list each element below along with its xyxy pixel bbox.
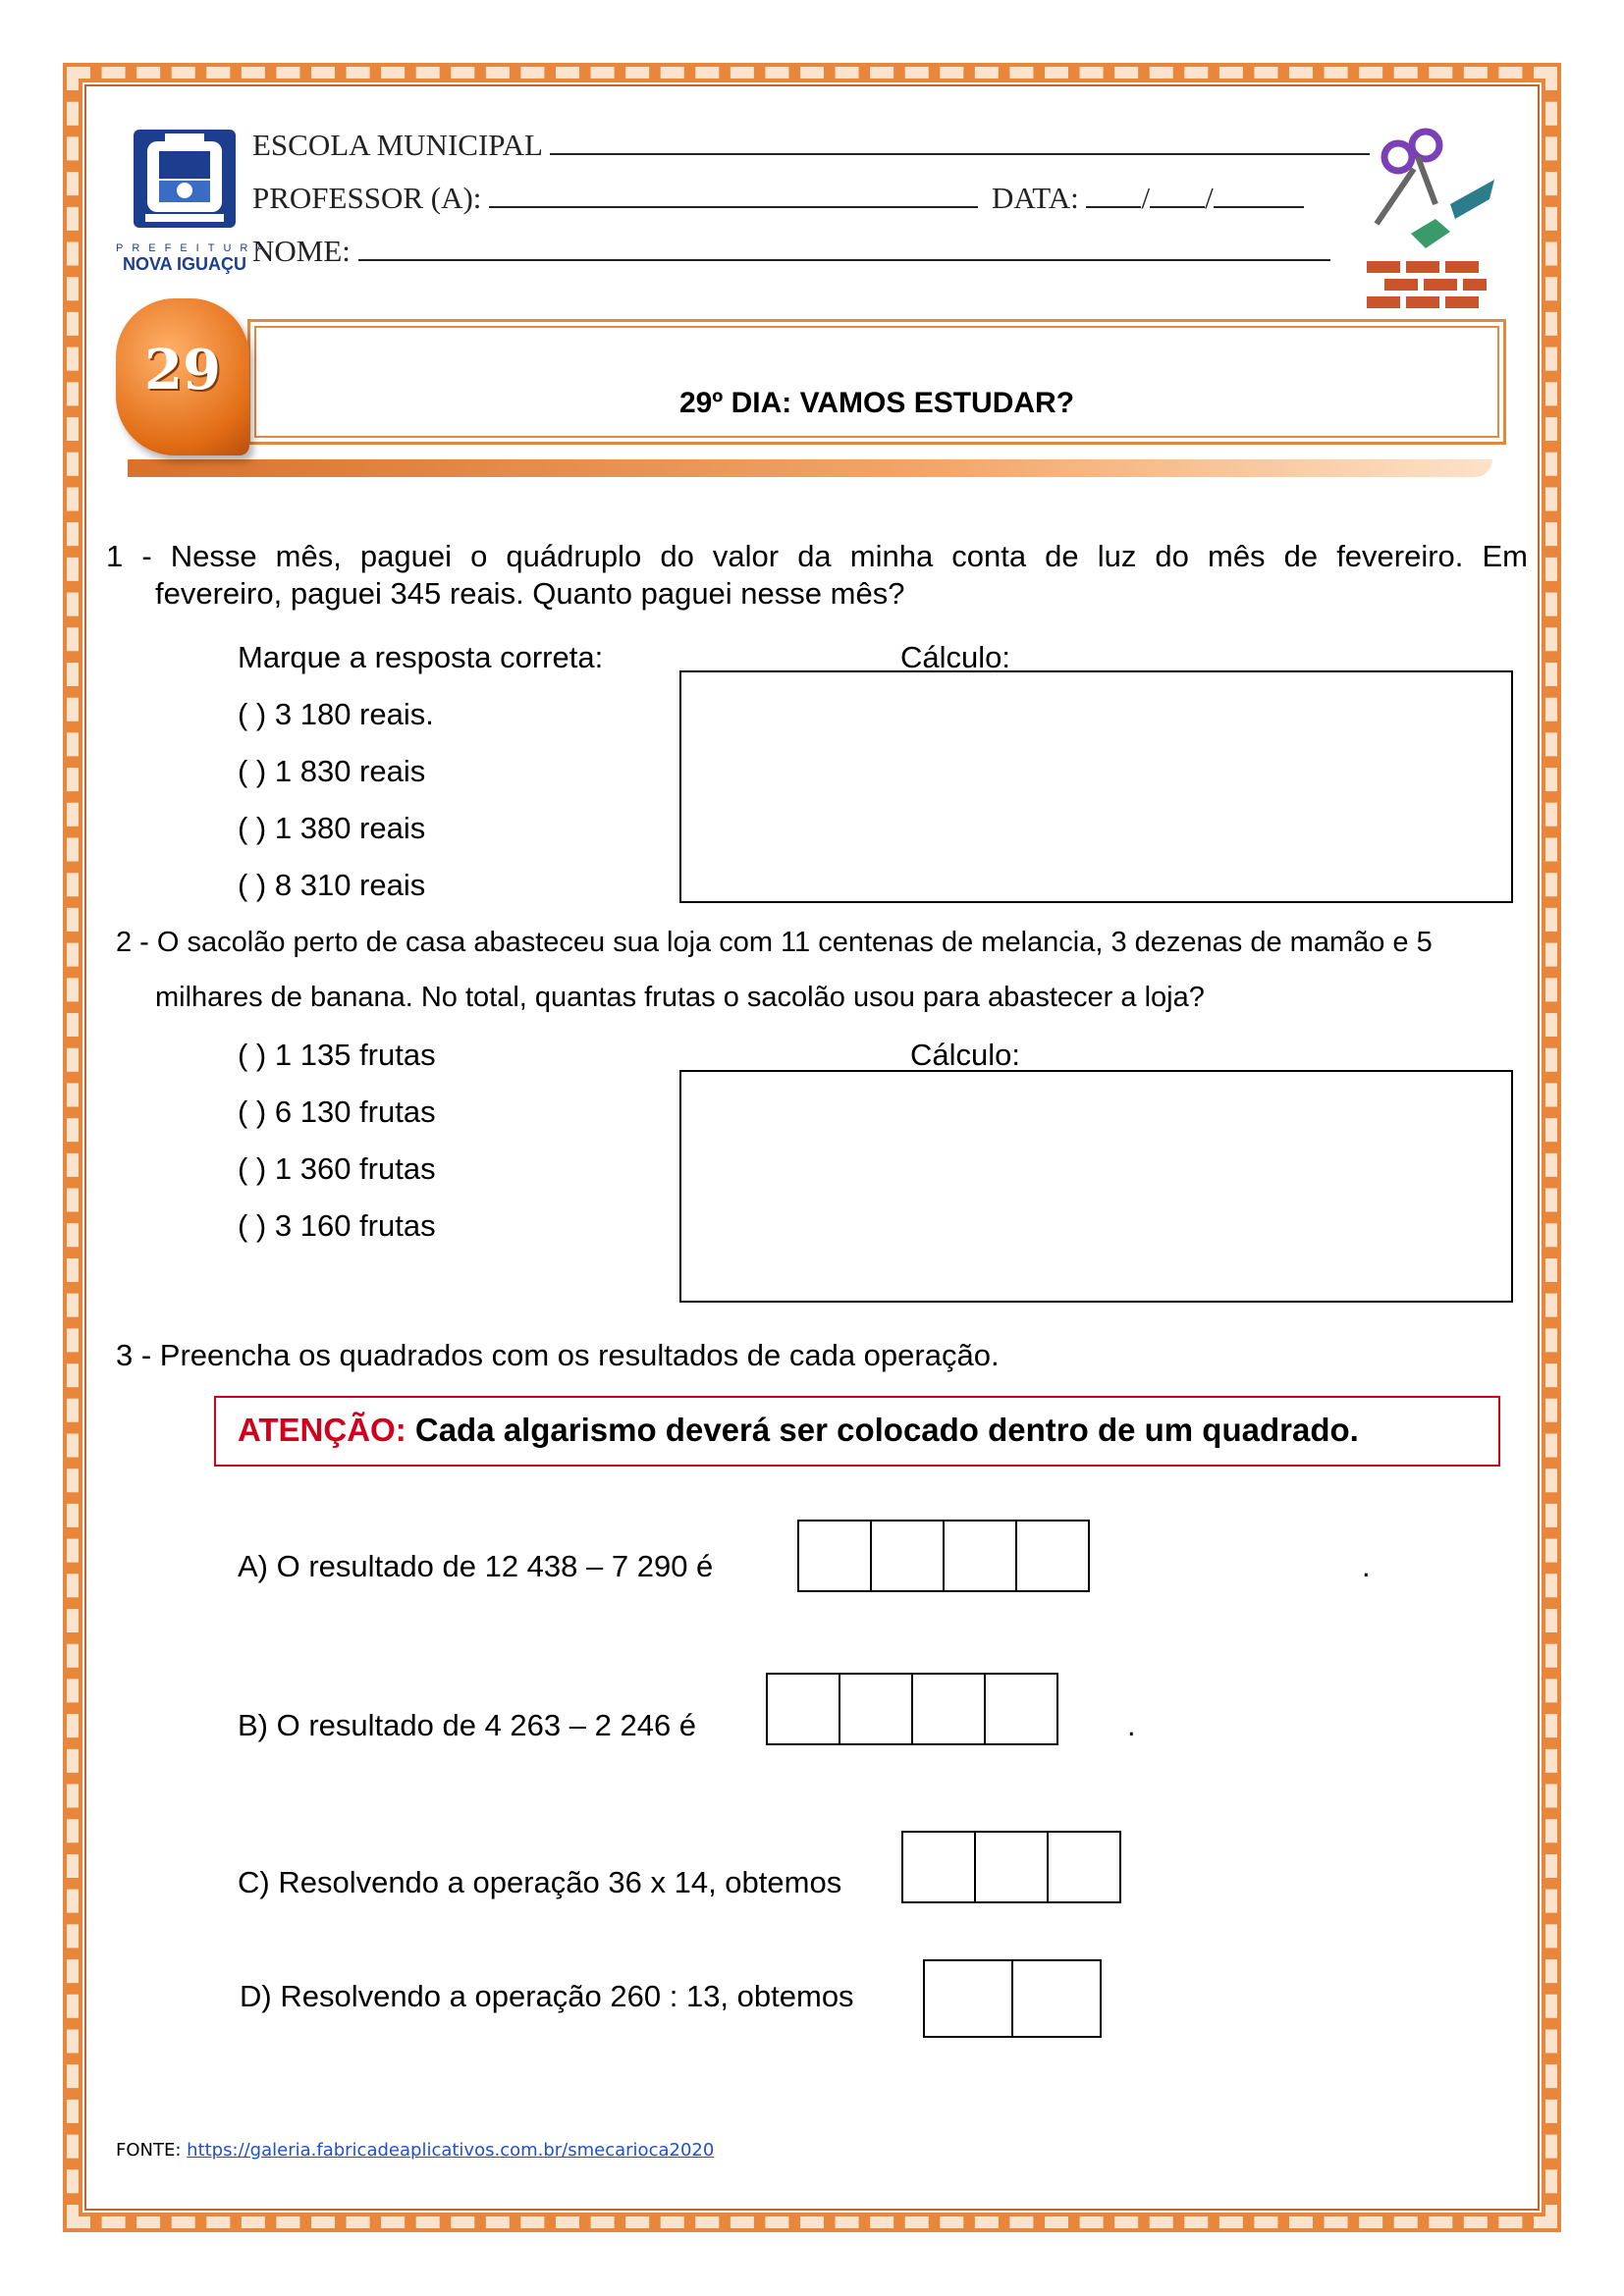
- q1-option[interactable]: ( ) 1 380 reais: [238, 811, 426, 845]
- q3-item-a-text: A) O resultado de 12 438 – 7 290 é: [238, 1549, 714, 1583]
- digit-box[interactable]: [766, 1673, 840, 1745]
- title-banner: [247, 319, 1506, 445]
- digit-box[interactable]: [974, 1831, 1049, 1903]
- q2-prompt-line1: 2 - O sacolão perto de casa abasteceu sua loja com 11 centenas de melancia, 3 dezenas de mamão e 5: [116, 927, 1433, 958]
- q3-item-c-text: C) Resolvendo a operação 36 x 14, obtemos: [238, 1865, 842, 1899]
- digit-box[interactable]: [1047, 1831, 1121, 1903]
- banner-underline: [128, 459, 1492, 477]
- scissors-brick-illustration: [1357, 126, 1504, 322]
- digit-box[interactable]: [923, 1959, 1013, 2038]
- footer-source-link[interactable]: https://galeria.fabricadeaplicativos.com.br/smecarioca2020: [187, 2140, 715, 2161]
- q1-calc-box[interactable]: [679, 670, 1513, 903]
- q1-instruction: Marque a resposta correta:: [238, 640, 604, 674]
- teacher-field: PROFESSOR (A): DATA: / /: [252, 181, 1304, 216]
- day-badge: [116, 298, 249, 455]
- q3-prompt: 3 - Preencha os quadrados com os resultados de cada operação.: [116, 1338, 1000, 1372]
- attention-box: [214, 1396, 1500, 1467]
- banner-title: 29º DIA: VAMOS ESTUDAR?: [678, 387, 1075, 419]
- date-year-line[interactable]: [1214, 181, 1304, 208]
- q1-option[interactable]: ( ) 3 180 reais.: [238, 697, 434, 731]
- date-label: DATA:: [991, 181, 1079, 215]
- q2-option[interactable]: ( ) 6 130 frutas: [238, 1095, 436, 1129]
- name-input-line[interactable]: [358, 234, 1330, 261]
- school-label: ESCOLA MUNICIPAL: [252, 128, 542, 162]
- q3-item-a-boxes[interactable]: [797, 1520, 1090, 1592]
- q3-item-c-boxes[interactable]: [901, 1831, 1121, 1903]
- attention-text: Cada algarismo deverá ser colocado dentro de um quadrado.: [414, 1412, 1359, 1448]
- q2-option[interactable]: ( ) 3 160 frutas: [238, 1208, 436, 1243]
- q1-option[interactable]: ( ) 8 310 reais: [238, 868, 426, 902]
- digit-box[interactable]: [911, 1673, 986, 1745]
- digit-box[interactable]: [901, 1831, 976, 1903]
- date-day-line[interactable]: [1086, 181, 1141, 208]
- q3-item-d-text: D) Resolvendo a operação 260 : 13, obtemos: [240, 1979, 854, 2013]
- scissors-icon: [1357, 126, 1504, 322]
- digit-box[interactable]: [1011, 1959, 1102, 2038]
- q3-item-a-trail: .: [1362, 1549, 1371, 1583]
- day-number: 29: [144, 338, 221, 402]
- digit-box[interactable]: [797, 1520, 872, 1592]
- q2-prompt-line2: milhares de banana. No total, quantas frutas o sacolão usou para abastecer a loja?: [155, 982, 1205, 1013]
- logo-bottom-text: NOVA IGUAÇU: [123, 254, 246, 274]
- city-logo: [116, 128, 273, 274]
- date-month-line[interactable]: [1150, 181, 1205, 208]
- school-input-line[interactable]: [550, 128, 1370, 155]
- q1-calc-label: Cálculo:: [900, 640, 1010, 674]
- digit-box[interactable]: [1015, 1520, 1090, 1592]
- q3-item-b-trail: .: [1127, 1708, 1136, 1742]
- q3-item-d-boxes[interactable]: [923, 1959, 1102, 2038]
- attention-label: ATENÇÃO:: [238, 1412, 406, 1448]
- coat-of-arms-icon: [116, 128, 253, 236]
- teacher-label: PROFESSOR (A):: [252, 181, 482, 215]
- q1-prompt-line1: 1 - Nesse mês, paguei o quádruplo do valor da minha conta de luz do mês de fevereiro. Em: [106, 539, 1528, 573]
- q2-calc-label: Cálculo:: [910, 1038, 1020, 1072]
- digit-box[interactable]: [984, 1673, 1058, 1745]
- logo-top-text: PREFEITURA: [116, 242, 273, 254]
- q2-option[interactable]: ( ) 1 135 frutas: [238, 1038, 436, 1072]
- q3-item-b-text: B) O resultado de 4 263 – 2 246 é: [238, 1708, 697, 1742]
- digit-box[interactable]: [870, 1520, 945, 1592]
- footer-source: [116, 2140, 714, 2161]
- q3-item-b-boxes[interactable]: [766, 1673, 1058, 1745]
- q2-option[interactable]: ( ) 1 360 frutas: [238, 1151, 436, 1186]
- q2-calc-box[interactable]: [679, 1070, 1513, 1303]
- teacher-input-line[interactable]: [489, 181, 978, 208]
- name-field: [252, 234, 1330, 269]
- footer-source-label: FONTE:: [116, 2140, 182, 2161]
- q1-option[interactable]: ( ) 1 830 reais: [238, 754, 426, 788]
- q1-prompt-line2: fevereiro, paguei 345 reais. Quanto paguei nesse mês?: [155, 576, 905, 611]
- digit-box[interactable]: [839, 1673, 913, 1745]
- name-label: NOME:: [252, 234, 351, 268]
- digit-box[interactable]: [943, 1520, 1017, 1592]
- school-field: [252, 128, 1370, 163]
